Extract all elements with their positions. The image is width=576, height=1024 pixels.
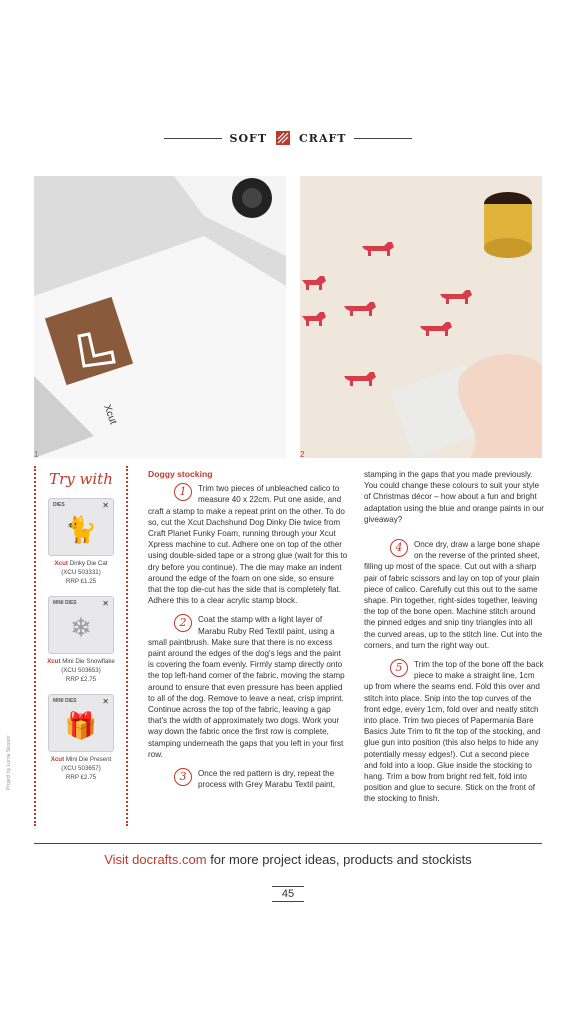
- step-number: 5: [390, 659, 408, 677]
- product-box-cat: [48, 498, 114, 556]
- product-brand: Xcut: [50, 756, 65, 763]
- product-box-snowflake: [48, 596, 114, 654]
- top-blank-area: [0, 0, 576, 100]
- product-name: Mini Die Present: [64, 756, 112, 763]
- article-column-2: [364, 469, 544, 813]
- product-box-label: DIES: [53, 502, 65, 508]
- snowflake-icon: ❄: [70, 612, 92, 643]
- product-price: RRP £1.25: [65, 578, 97, 585]
- step-number: 4: [390, 539, 408, 557]
- step-text: Trim the top of the bone off the back piece to make a straight line, 1cm up from where the seams end. Fold this over and stitch into place. Snip into the top curves of the front edge, every 1cm, fold over and neatly stitch into place. Trim two pieces of Papermania Bare Basics Jute Trim to fit the top of the stocking, and glue gun into position (this also helps to hide any potentially messy edges!). Cut a second piece and fold into a loop. Glue inside the stocking to hang. Trim a bow from bright red felt, fold into position and glue to secure. Stick on the front of the stocking to finish.: [364, 660, 544, 804]
- product-box-label: MINI DIES: [53, 698, 77, 704]
- photo-number-1: 1: [34, 450, 39, 459]
- product-box-present: [48, 694, 114, 752]
- footer-rule: [34, 843, 542, 844]
- article-heading: Doggy stocking: [148, 469, 213, 479]
- try-with-sidebar: [34, 466, 128, 826]
- header-rule-right: [354, 138, 412, 139]
- photo-stamped-fabric: [300, 176, 542, 458]
- xcut-logo-icon: ✕: [102, 697, 109, 706]
- xcut-logo-icon: ✕: [102, 501, 109, 510]
- footer-text: for more project ideas, products and stockists: [206, 852, 472, 867]
- section-header: [0, 128, 576, 148]
- product-code: (XCU 503653): [61, 667, 101, 674]
- product-caption-snowflake: [36, 657, 126, 684]
- try-with-title: Try with: [49, 470, 113, 488]
- product-caption-present: [36, 755, 126, 782]
- cat-shape-icon: 🐈: [64, 514, 98, 545]
- step-number: 1: [174, 483, 192, 501]
- step-4: [364, 539, 544, 651]
- product-box-label: MINI DIES: [53, 600, 77, 606]
- photo-die-cutting-machine: [34, 176, 286, 458]
- step-number: 3: [174, 768, 192, 786]
- product-caption-cat: [36, 559, 126, 586]
- fabric-illustration: [300, 176, 542, 458]
- product-name: Dinky Die Cat: [67, 560, 108, 567]
- project-credit: Project by Lorna Slessor: [6, 735, 12, 790]
- product-price: RRP £2.75: [65, 676, 97, 683]
- svg-text:Xcut: Xcut: [101, 403, 119, 426]
- photo-number-2: 2: [300, 450, 305, 459]
- step-1: [148, 483, 348, 606]
- step-text: Trim two pieces of unbleached calico to measure 40 x 22cm. Put one aside, and craft a stamp to make a repeat print on the other. To do so, cut the Xcut Dachshund Dog Dinky Die twice from Craft Planet Funky Foam, running through your Xcut Xpress machine to cut. Adhere one on top of the other using double-sided tape or a strong glue (wait for this to dry before you continue). The die may make an indent around the edge of the foam on one side, so ensure that the top die-cut has the side that is completely flat. Adhere this to a clear acrylic stamp block.: [148, 484, 348, 606]
- step-5: [364, 659, 544, 805]
- yarn-logo-icon: [275, 130, 291, 146]
- step-text: Once the red pattern is dry, repeat the process with Grey Marabu Textil paint,: [198, 769, 336, 790]
- machine-illustration: [34, 176, 286, 458]
- article-column-1: [148, 469, 348, 798]
- product-brand: Xcut: [47, 658, 61, 665]
- footer-promo: [0, 852, 576, 867]
- present-icon: 🎁: [64, 710, 98, 741]
- continuation-text: stamping in the gaps that you made previously. You could change these colours to suit your style of Christmas décor – how about a fun and bright adaptation using the blue and orange paints in our giveaway?: [364, 470, 544, 524]
- header-rule-left: [164, 138, 222, 139]
- xcut-logo-icon: ✕: [102, 599, 109, 608]
- header-soft: SOFT: [229, 131, 268, 145]
- product-name: Mini Die Snowflake: [60, 658, 115, 665]
- footer-link[interactable]: Visit docrafts.com: [104, 852, 207, 867]
- product-code: (XCU 503331): [61, 569, 101, 576]
- product-code: (XCU 503657): [61, 765, 101, 772]
- step-text: Coat the stamp with a light layer of Marabu Ruby Red Textil paint, using a small paintbrush. Make sure that there is no excess paint around the edges of the dog's legs and the paint is covering the foam evenly. Firmly stamp directly onto the top left-hand corner of the fabric, moving the stamp around to ensure that even pressure has been applied to all of the dog. Remove to leave a neat, crisp imprint. Continue across the top of the fabric, leaving a gap that's the width of approximately two dogs. Work your way down the fabric once the first row is complete, stamping underneath the gaps that you left in your first row.: [148, 615, 345, 759]
- step-number: 2: [174, 614, 192, 632]
- product-price: RRP £2.75: [65, 774, 97, 781]
- step-2: [148, 614, 348, 760]
- step-3: [148, 768, 348, 790]
- page-number: 45: [272, 886, 304, 902]
- header-craft: CRAFT: [299, 131, 347, 145]
- step-text: Once dry, draw a large bone shape on the reverse of the printed sheet, filling up most of the space. Cut out with a sharp pair of fabric scissors and lay on top of your plain piece of calico. Carefully cut this out to the same shape. Pin together, right-sides together, leaving the top of the bone open. Machine stitch around the pinned edges and snip tiny triangles into all the curved areas, up to the stitch line. Cut into the corners, and turn the right way out.: [364, 540, 543, 650]
- product-brand: Xcut: [54, 560, 68, 567]
